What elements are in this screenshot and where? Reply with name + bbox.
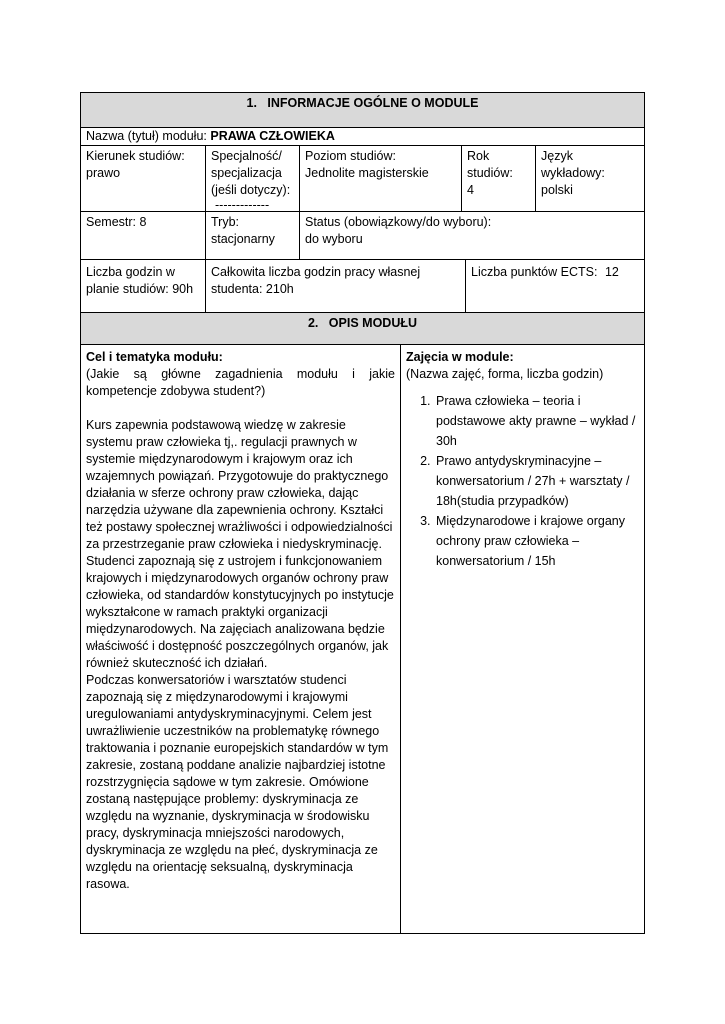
module-goals-question: (Jakie są główne zagadnienia modułu i jakie kompetencje zdobywa student?) bbox=[86, 367, 395, 398]
activities-heading: Zajęcia w module: bbox=[406, 350, 514, 364]
activity-item-2: 2. Prawo antydyskryminacyjne – konwersatorium / 27h + warsztaty / 18h(studia przypadków) bbox=[434, 451, 639, 511]
study-year-value: 4 bbox=[467, 183, 474, 197]
study-mode-label: Tryb: bbox=[211, 215, 240, 229]
section2-title: 2. OPIS MODUŁU bbox=[307, 316, 418, 330]
semester-label: Semestr: bbox=[86, 215, 137, 229]
plan-hours-label-line1: Liczba godzin w bbox=[86, 265, 175, 279]
study-mode-cell bbox=[205, 212, 299, 259]
module-table bbox=[80, 92, 645, 934]
field-of-study-label: Kierunek studiów: bbox=[86, 149, 185, 163]
total-hours-label-line2: studenta: bbox=[211, 282, 263, 296]
specialty-cell bbox=[205, 146, 299, 211]
field-of-study-value: prawo bbox=[86, 166, 121, 180]
module-name-label: Nazwa (tytuł) modułu: bbox=[86, 129, 207, 143]
plan-hours-cell bbox=[81, 260, 205, 312]
specialty-label-line2: specjalizacja bbox=[211, 166, 282, 180]
activity-item-3: 3. Międzynarodowe i krajowe organy ochrony praw człowieka – konwersatorium / 15h bbox=[434, 511, 639, 571]
module-name-row bbox=[80, 127, 645, 145]
module-activities-cell bbox=[400, 345, 644, 933]
study-year-cell bbox=[461, 146, 535, 211]
field-of-study-cell bbox=[81, 146, 205, 211]
activities-list bbox=[406, 391, 639, 571]
semester-cell bbox=[81, 212, 205, 259]
language-cell bbox=[535, 146, 644, 211]
activity-item-1: 1. Prawa człowieka – teoria i podstawowe akty prawne – wykład / 30h bbox=[434, 391, 639, 451]
hours-row bbox=[80, 259, 645, 312]
total-hours-label-line1: Całkowita liczba godzin pracy własnej bbox=[211, 265, 421, 279]
specialty-label-line3: (jeśli dotyczy): bbox=[211, 183, 291, 197]
language-value: polski bbox=[541, 183, 573, 197]
study-level-cell bbox=[299, 146, 461, 211]
study-year-label-line1: Rok bbox=[467, 149, 490, 163]
ects-value: 12 bbox=[604, 265, 619, 279]
description-row bbox=[80, 344, 645, 934]
semester-row bbox=[80, 211, 645, 259]
module-goals-cell bbox=[81, 345, 400, 933]
semester-value: 8 bbox=[139, 215, 147, 229]
module-name-cell bbox=[81, 128, 644, 145]
plan-hours-label-line2: planie studiów: bbox=[86, 282, 169, 296]
study-year-label-line2: studiów: bbox=[467, 166, 513, 180]
status-cell bbox=[299, 212, 644, 259]
activities-subheading: (Nazwa zajęć, forma, liczba godzin) bbox=[406, 367, 604, 381]
module-name-value: PRAWA CZŁOWIEKA bbox=[210, 129, 335, 143]
language-label: Język wykładowy: bbox=[541, 149, 605, 180]
module-goals-heading: Cel i tematyka modułu: bbox=[86, 350, 223, 364]
ects-label: Liczba punktów ECTS: bbox=[471, 265, 598, 279]
specialty-value: ------------- bbox=[215, 198, 270, 212]
ects-cell bbox=[465, 260, 644, 312]
section1-header bbox=[80, 92, 645, 127]
module-goals-paragraph-1: Kurs zapewnia podstawową wiedzę w zakresie systemu praw człowieka tj,. regulacji prawnych w systemie międzynarodowym i krajowym oraz ich wzajemnych powiązań. Przygotowuje do praktycznego działania w sferze ochrony praw człowieka, dając narzędzia używane dla zapewnienia ochrony. Kształci też postawy społecznej wrażliwości i odpowiedzialności za przestrzeganie praw człowieka i niedyskryminację. Studenci zapoznają się z ustrojem i funkcjonowaniem krajowych i międzynarodowych organów ochrony praw człowieka, od standardów konstytucyjnych po instytucje wykształcone w ramach praktyki organizacji międzynarodowych. Na zajęciach analizowana będzie właściwość i dostępność poszczególnych organów, jak również skuteczność ich działań. bbox=[86, 418, 394, 670]
section2-header bbox=[80, 312, 645, 344]
study-mode-value: stacjonarny bbox=[211, 232, 275, 246]
total-hours-value: 210h bbox=[265, 282, 294, 296]
plan-hours-value: 90h bbox=[172, 282, 194, 296]
study-level-value: Jednolite magisterskie bbox=[305, 166, 429, 180]
study-info-row bbox=[80, 145, 645, 211]
specialty-label-line1: Specjalność/ bbox=[211, 149, 282, 163]
section1-title: 1. INFORMACJE OGÓLNE O MODULE bbox=[246, 96, 479, 110]
status-value: do wyboru bbox=[305, 232, 363, 246]
total-hours-cell bbox=[205, 260, 465, 312]
status-label: Status (obowiązkowy/do wyboru): bbox=[305, 215, 492, 229]
module-goals-paragraph-2: Podczas konwersatoriów i warsztatów studenci zapoznają się z międzynarodowymi i krajowymi uregulowaniami antydyskryminacyjnymi. Celem jest uwrażliwienie uczestników na problematykę równego traktowania i poznanie europejskich standardów w tym zakresie, zostaną poddane analizie najbardziej istotne rozstrzygnięcia sądowe w tym zakresie. Omówione zostaną następujące problemy: dyskryminacja ze względu na wyznanie, dyskryminacja w środowisku pracy, dyskryminacja mniejszości narodowych, dyskryminacja ze względu na płeć, dyskryminacja ze względu na orientację seksualną, dyskryminacja rasowa. bbox=[86, 673, 389, 891]
study-level-label: Poziom studiów: bbox=[305, 149, 397, 163]
